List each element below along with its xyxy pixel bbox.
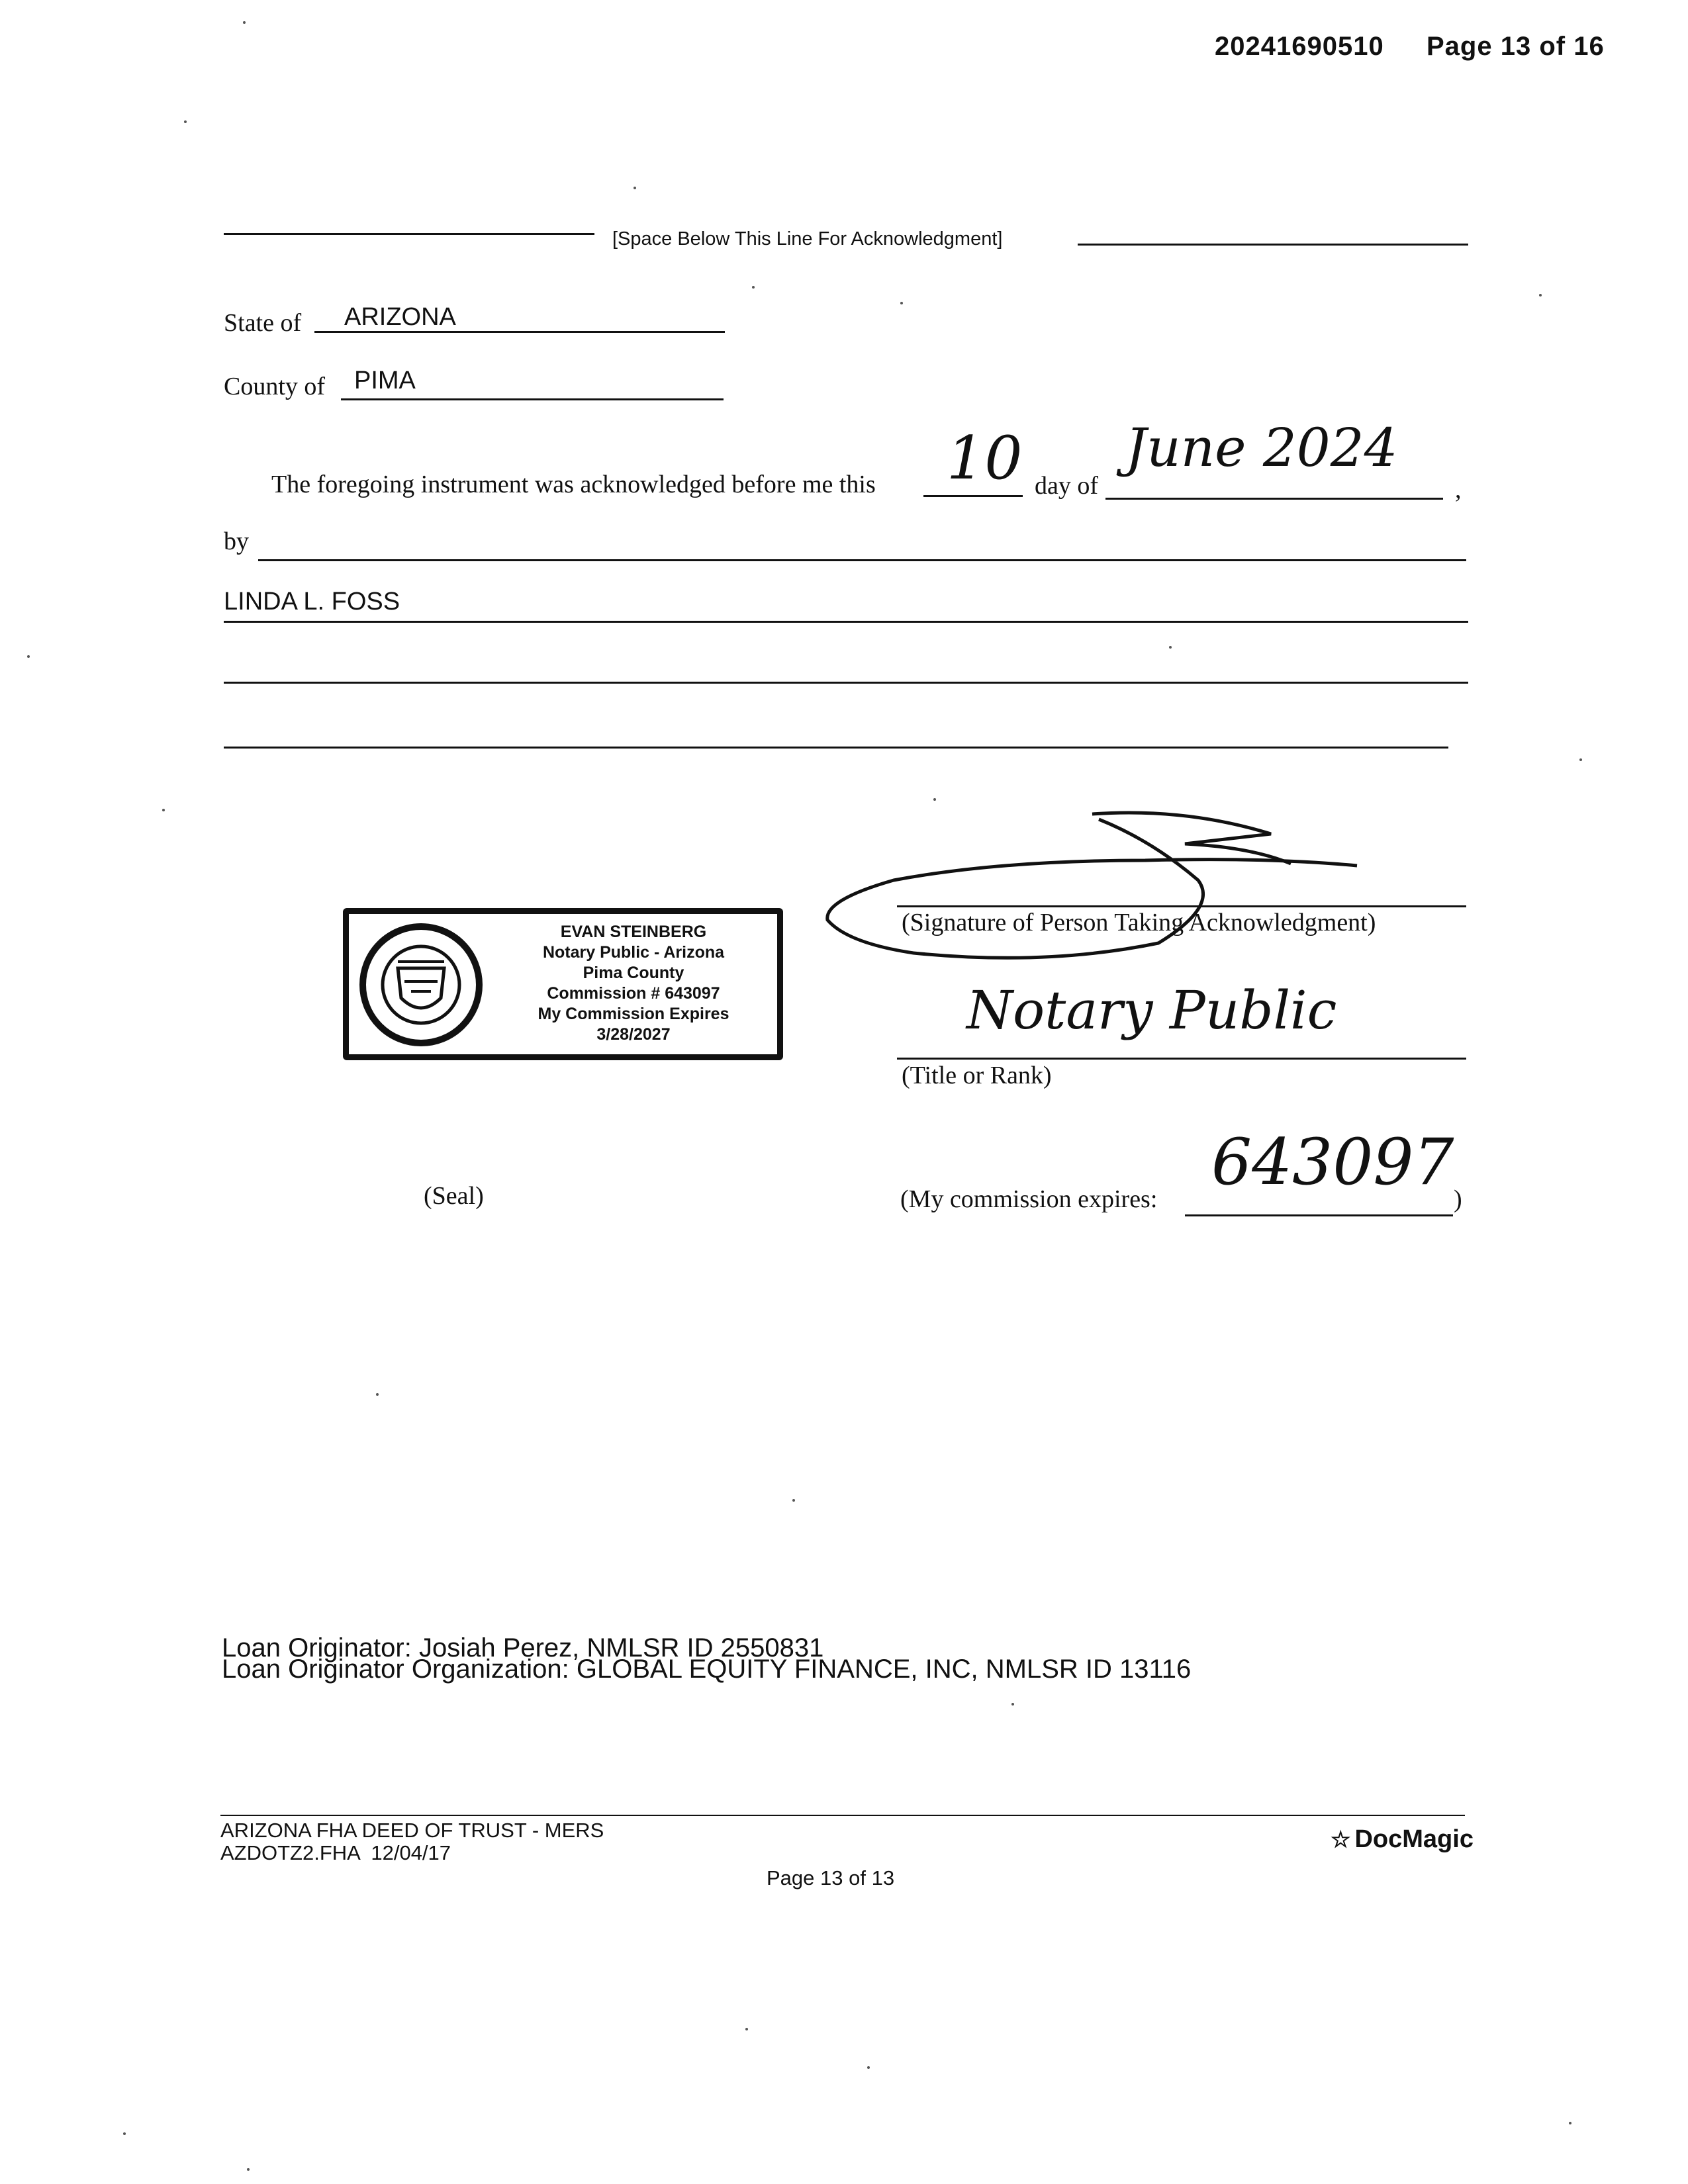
state-label: State of [224, 309, 302, 337]
stamp-expires-date: 3/28/2027 [596, 1025, 671, 1044]
county-label: County of [224, 373, 326, 400]
loan-originator: Loan Originator: Josiah Perez, NMLSR ID 2550831 [222, 1633, 824, 1662]
foregoing-text: The foregoing instrument was acknowledged before me this [271, 471, 876, 498]
signature-line [897, 905, 1466, 907]
separator-rule-left [224, 233, 594, 235]
handwritten-title: Notary Public [966, 979, 1337, 1041]
acknowledgment-separator: [Space Below This Line For Acknowledgment] [612, 228, 1003, 250]
separator-rule-right [1078, 244, 1468, 246]
stamp-expires-label: My Commission Expires [538, 1005, 729, 1023]
day-line [923, 495, 1023, 497]
seal-label: (Seal) [424, 1182, 484, 1210]
handwritten-month-year: June 2024 [1125, 417, 1398, 478]
stamp-notary-name: EVAN STEINBERG [560, 923, 707, 941]
brand-label: DocMagic [1354, 1825, 1474, 1853]
handwritten-commission: 643097 [1211, 1125, 1454, 1199]
loan-originator-organization: Loan Originator Organization: GLOBAL EQUITY FINANCE, INC, NMLSR ID 13116 [222, 1655, 1192, 1684]
state-seal-icon [358, 922, 484, 1048]
footer-form-title: ARIZONA FHA DEED OF TRUST - MERS [220, 1819, 604, 1842]
state-line [314, 331, 725, 333]
signer-line-2 [224, 682, 1468, 684]
notary-signature [814, 801, 1410, 973]
title-line [897, 1058, 1466, 1060]
county-line [341, 398, 724, 400]
page-indicator: Page 13 of 16 [1427, 32, 1605, 61]
commission-close: ) [1454, 1185, 1462, 1213]
day-of-label: day of [1035, 472, 1099, 500]
stamp-notary-title: Notary Public - Arizona [542, 943, 725, 962]
county-value: PIMA [354, 367, 416, 394]
commission-line [1185, 1214, 1453, 1216]
star-icon: ☆ [1331, 1827, 1351, 1852]
signer-line-1 [224, 621, 1468, 623]
commission-label: (My commission expires: [900, 1185, 1158, 1213]
stamp-commission-number: Commission # 643097 [547, 984, 720, 1003]
state-value: ARIZONA [344, 303, 456, 331]
signer-line-3 [224, 747, 1448, 749]
document-number: 20241690510 [1215, 32, 1384, 61]
by-line [258, 559, 1466, 561]
signer-name: LINDA L. FOSS [224, 588, 400, 615]
notary-stamp [343, 908, 783, 1060]
by-label: by [224, 527, 249, 555]
signature-label: (Signature of Person Taking Acknowledgment) [902, 909, 1376, 936]
stamp-county: Pima County [583, 964, 684, 982]
title-label: (Title or Rank) [902, 1062, 1052, 1089]
docmagic-brand [1331, 1825, 1474, 1854]
footer-page-label: Page 13 of 13 [767, 1866, 895, 1889]
footer-form-code: AZDOTZ2.FHA 12/04/17 [220, 1841, 451, 1864]
handwritten-day: 10 [947, 424, 1023, 493]
comma: , [1455, 476, 1462, 504]
footer-rule [220, 1815, 1465, 1816]
month-line [1105, 498, 1443, 500]
